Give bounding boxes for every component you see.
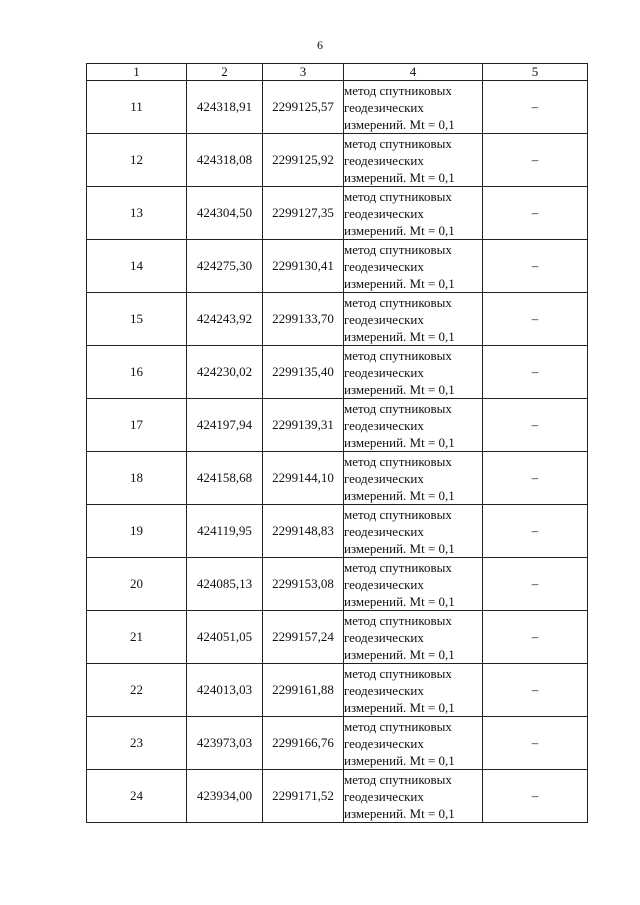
table-row	[87, 505, 588, 558]
table-row	[87, 664, 588, 717]
coordinate-x: 424085,13	[187, 558, 263, 611]
method-line: метод спутниковых	[344, 241, 452, 257]
note-dash: –	[483, 187, 588, 240]
coordinate-x: 424318,08	[187, 134, 263, 187]
coordinate-x: 423973,03	[187, 717, 263, 770]
table-row	[87, 346, 588, 399]
method-description	[344, 770, 483, 823]
point-number: 12	[87, 134, 187, 187]
point-number: 15	[87, 293, 187, 346]
method-line: метод спутниковых	[344, 771, 452, 787]
coordinate-y: 2299127,35	[263, 187, 344, 240]
method-line: метод спутниковых	[344, 347, 452, 363]
point-number: 21	[87, 611, 187, 664]
point-number: 18	[87, 452, 187, 505]
method-line: метод спутниковых	[344, 559, 452, 575]
point-number: 13	[87, 187, 187, 240]
method-line: геодезических	[344, 152, 424, 168]
method-description	[344, 293, 483, 346]
coordinate-x: 424318,91	[187, 81, 263, 134]
method-line: измерений. Mt = 0,1	[344, 116, 455, 132]
method-description	[344, 611, 483, 664]
point-number: 22	[87, 664, 187, 717]
column-header: 5	[483, 64, 588, 81]
note-dash: –	[483, 346, 588, 399]
method-line: измерений. Mt = 0,1	[344, 381, 455, 397]
note-dash: –	[483, 717, 588, 770]
method-line: измерений. Mt = 0,1	[344, 699, 455, 715]
point-number: 24	[87, 770, 187, 823]
column-header: 1	[87, 64, 187, 81]
method-line: геодезических	[344, 523, 424, 539]
method-line: измерений. Mt = 0,1	[344, 646, 455, 662]
table-row	[87, 134, 588, 187]
coordinate-y: 2299139,31	[263, 399, 344, 452]
point-number: 19	[87, 505, 187, 558]
coordinate-x: 424304,50	[187, 187, 263, 240]
coordinate-x: 424197,94	[187, 399, 263, 452]
method-line: метод спутниковых	[344, 612, 452, 628]
method-description	[344, 81, 483, 134]
method-line: метод спутниковых	[344, 665, 452, 681]
coordinate-y: 2299153,08	[263, 558, 344, 611]
method-line: метод спутниковых	[344, 506, 452, 522]
method-line: метод спутниковых	[344, 400, 452, 416]
method-line: измерений. Mt = 0,1	[344, 540, 455, 556]
point-number: 20	[87, 558, 187, 611]
method-line: геодезических	[344, 576, 424, 592]
method-line: метод спутниковых	[344, 294, 452, 310]
coordinate-x: 424230,02	[187, 346, 263, 399]
method-line: геодезических	[344, 258, 424, 274]
coordinate-x: 424013,03	[187, 664, 263, 717]
method-line: измерений. Mt = 0,1	[344, 593, 455, 609]
method-line: метод спутниковых	[344, 82, 452, 98]
coordinate-y: 2299130,41	[263, 240, 344, 293]
coordinate-x: 424158,68	[187, 452, 263, 505]
method-line: геодезических	[344, 311, 424, 327]
coordinate-y: 2299133,70	[263, 293, 344, 346]
method-description	[344, 240, 483, 293]
column-header: 4	[344, 64, 483, 81]
table-row	[87, 240, 588, 293]
table-row	[87, 187, 588, 240]
method-line: геодезических	[344, 735, 424, 751]
coordinate-y: 2299157,24	[263, 611, 344, 664]
coordinate-y: 2299166,76	[263, 717, 344, 770]
table-row	[87, 558, 588, 611]
method-line: измерений. Mt = 0,1	[344, 805, 455, 821]
method-line: геодезических	[344, 629, 424, 645]
table-body	[87, 81, 588, 823]
page-number: 6	[317, 38, 323, 52]
coordinate-x: 424275,30	[187, 240, 263, 293]
note-dash: –	[483, 293, 588, 346]
table-row	[87, 399, 588, 452]
method-line: метод спутниковых	[344, 188, 452, 204]
note-dash: –	[483, 770, 588, 823]
point-number: 16	[87, 346, 187, 399]
method-description	[344, 664, 483, 717]
coordinate-y: 2299125,57	[263, 81, 344, 134]
table-row	[87, 717, 588, 770]
note-dash: –	[483, 664, 588, 717]
point-number: 11	[87, 81, 187, 134]
method-line: геодезических	[344, 682, 424, 698]
note-dash: –	[483, 81, 588, 134]
method-line: геодезических	[344, 788, 424, 804]
table-row	[87, 81, 588, 134]
method-line: геодезических	[344, 99, 424, 115]
column-header: 2	[187, 64, 263, 81]
note-dash: –	[483, 558, 588, 611]
table-row	[87, 611, 588, 664]
method-description	[344, 558, 483, 611]
coordinate-x: 423934,00	[187, 770, 263, 823]
method-line: измерений. Mt = 0,1	[344, 328, 455, 344]
method-description	[344, 399, 483, 452]
method-description	[344, 134, 483, 187]
coordinate-y: 2299171,52	[263, 770, 344, 823]
coordinates-table	[86, 63, 588, 823]
method-line: измерений. Mt = 0,1	[344, 169, 455, 185]
method-description	[344, 346, 483, 399]
method-line: геодезических	[344, 364, 424, 380]
table-header-row	[87, 64, 588, 81]
method-line: геодезических	[344, 417, 424, 433]
method-line: измерений. Mt = 0,1	[344, 487, 455, 503]
coordinate-x: 424051,05	[187, 611, 263, 664]
coordinate-y: 2299144,10	[263, 452, 344, 505]
coordinate-y: 2299135,40	[263, 346, 344, 399]
method-description	[344, 717, 483, 770]
table-row	[87, 770, 588, 823]
point-number: 23	[87, 717, 187, 770]
method-description	[344, 452, 483, 505]
method-description	[344, 187, 483, 240]
method-line: измерений. Mt = 0,1	[344, 434, 455, 450]
table-row	[87, 452, 588, 505]
coordinate-y: 2299125,92	[263, 134, 344, 187]
method-line: метод спутниковых	[344, 718, 452, 734]
method-description	[344, 505, 483, 558]
coordinate-x: 424243,92	[187, 293, 263, 346]
point-number: 14	[87, 240, 187, 293]
note-dash: –	[483, 134, 588, 187]
method-line: измерений. Mt = 0,1	[344, 752, 455, 768]
point-number: 17	[87, 399, 187, 452]
note-dash: –	[483, 505, 588, 558]
note-dash: –	[483, 399, 588, 452]
method-line: метод спутниковых	[344, 135, 452, 151]
coordinate-y: 2299148,83	[263, 505, 344, 558]
coordinate-x: 424119,95	[187, 505, 263, 558]
table-row	[87, 293, 588, 346]
method-line: измерений. Mt = 0,1	[344, 222, 455, 238]
note-dash: –	[483, 240, 588, 293]
column-header: 3	[263, 64, 344, 81]
method-line: геодезических	[344, 470, 424, 486]
note-dash: –	[483, 611, 588, 664]
coordinate-y: 2299161,88	[263, 664, 344, 717]
method-line: метод спутниковых	[344, 453, 452, 469]
method-line: геодезических	[344, 205, 424, 221]
method-line: измерений. Mt = 0,1	[344, 275, 455, 291]
note-dash: –	[483, 452, 588, 505]
